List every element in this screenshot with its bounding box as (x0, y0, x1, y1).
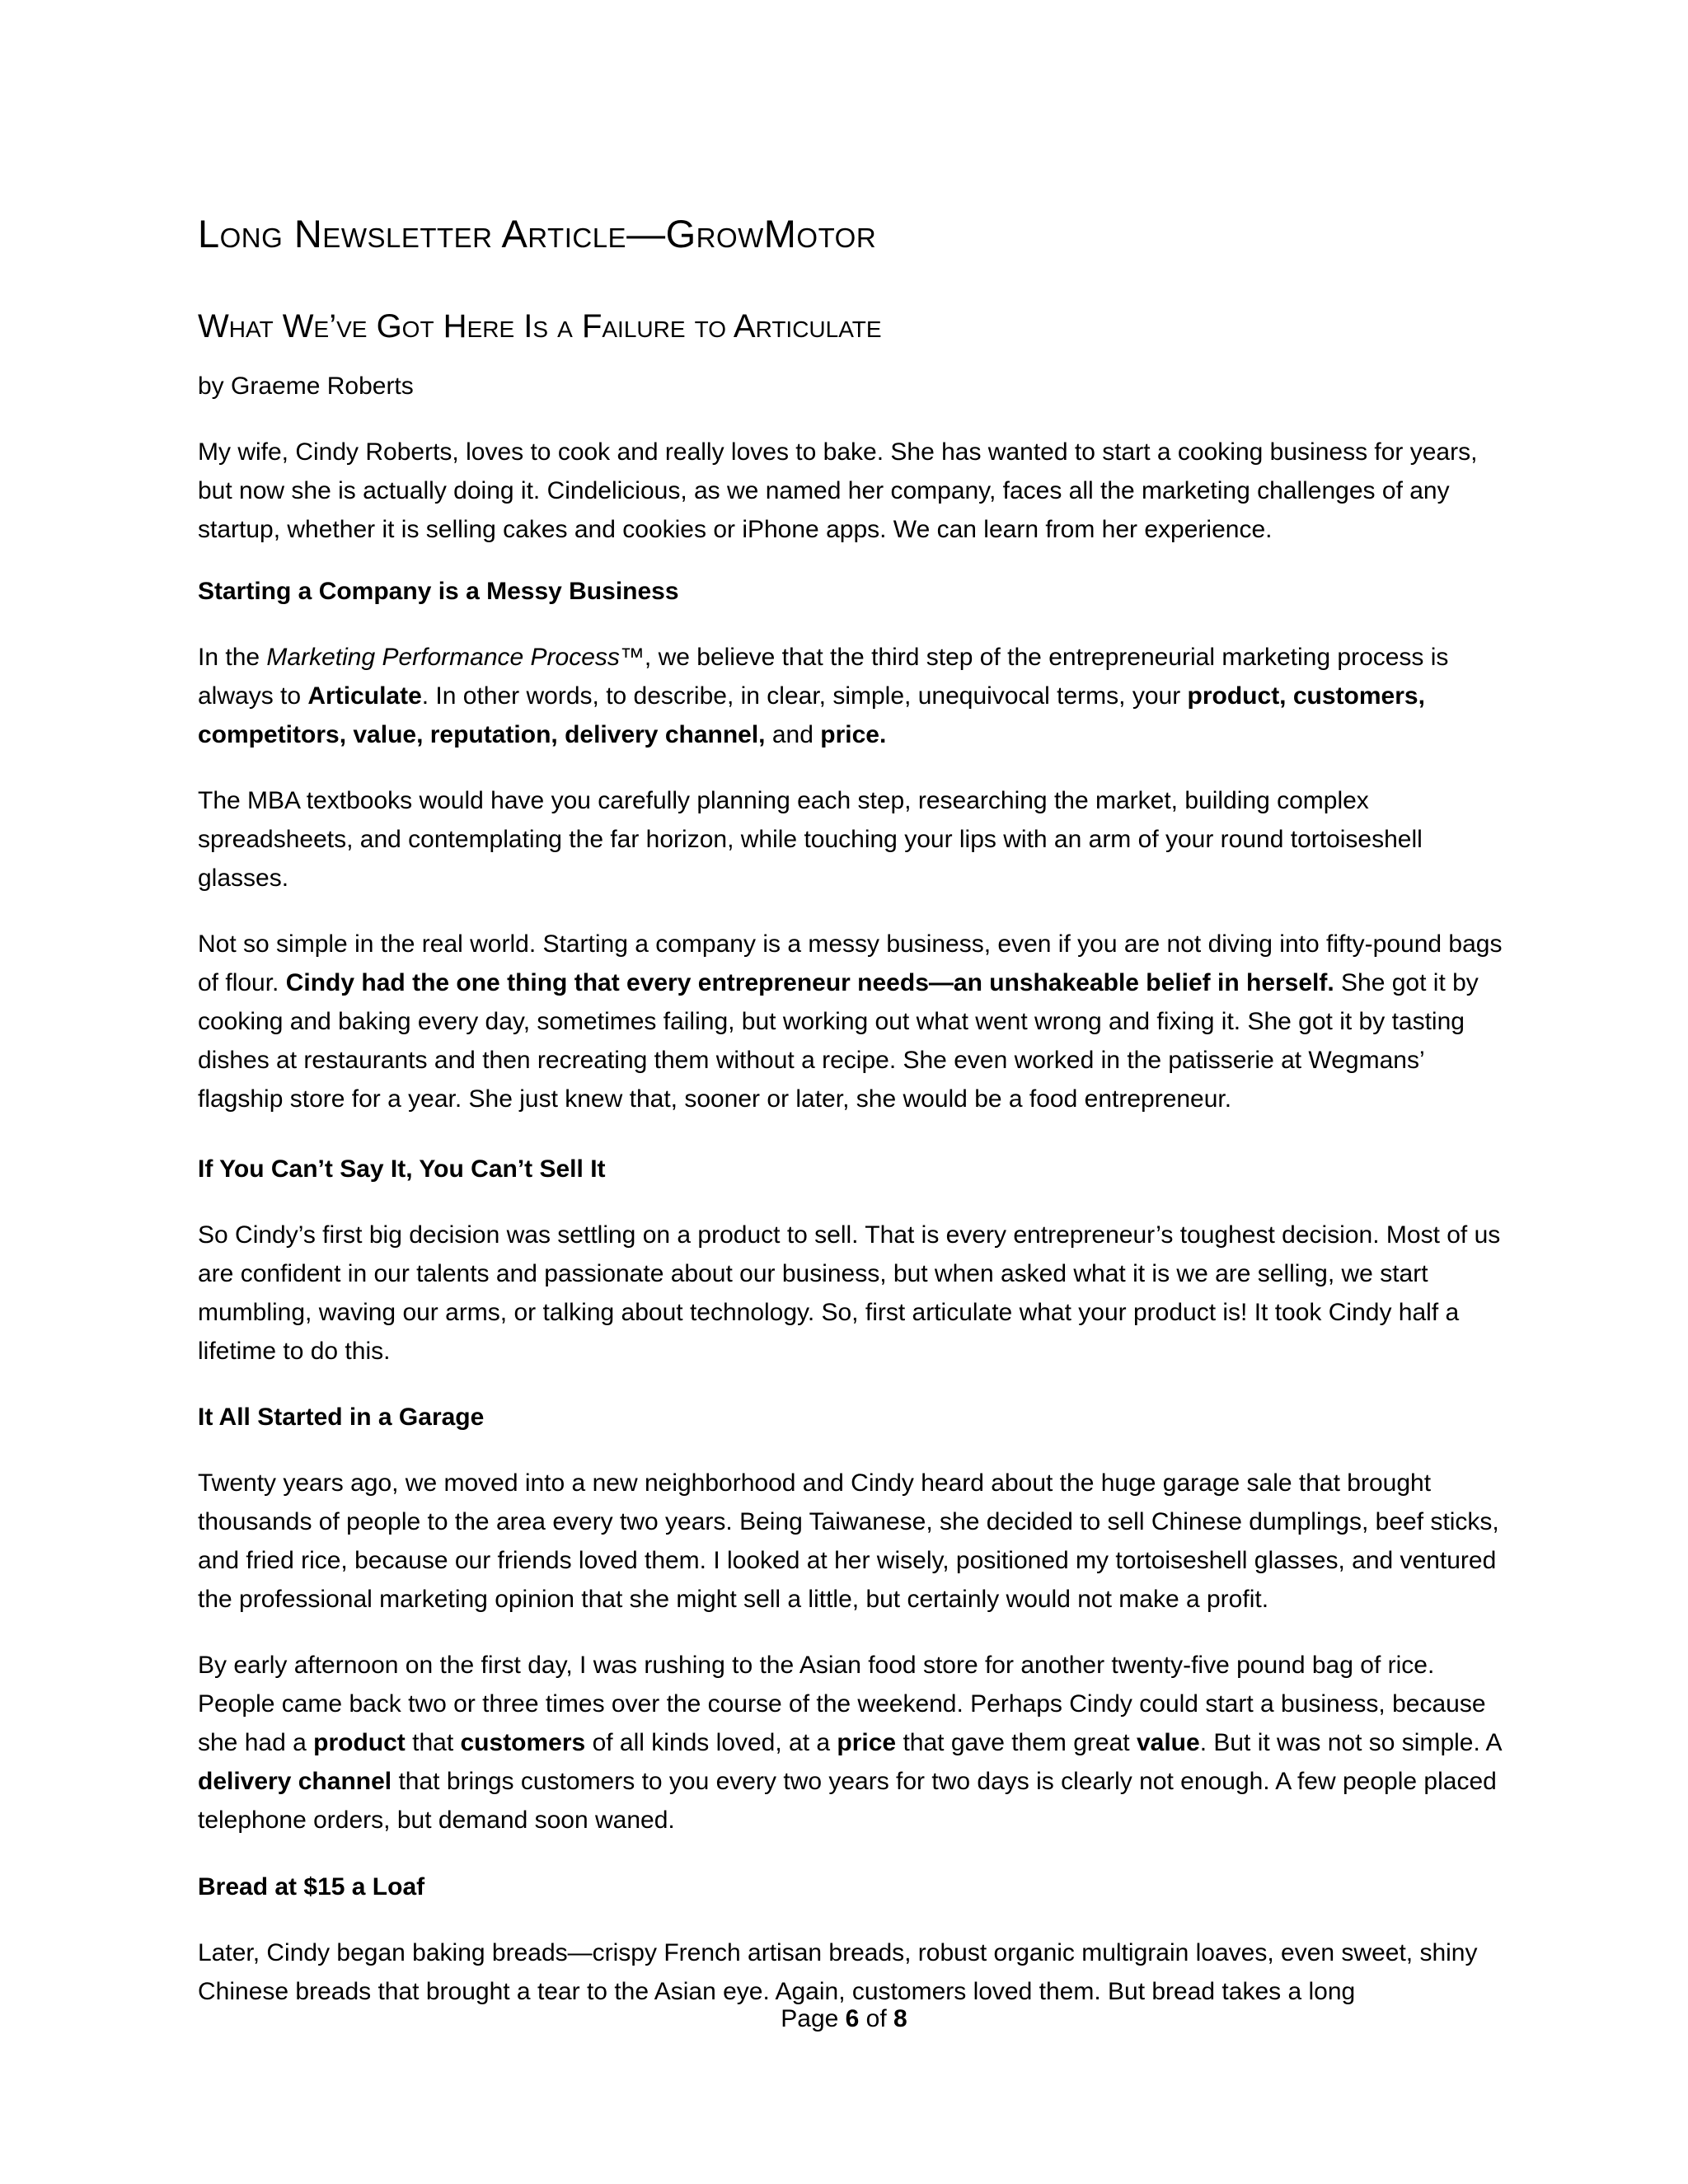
section-heading-bread: Bread at $15 a Loaf (198, 1873, 425, 1900)
page-footer: Page 6 of 8 (781, 2005, 907, 2032)
paragraph-intro: My wife, Cindy Roberts, loves to cook and really loves to bake. She has wanted to start a cooking business for years, but now she is actually doing it. Cindelicious, as we named her company, faces all the marketing challenges of any startup, whether it is selling cakes and cookies or iPhone apps. We can learn from her experience. (198, 438, 1478, 543)
paragraph-rice: By early afternoon on the first day, I was rushing to the Asian food store for another twenty-five pound bag of rice. People came back two or three times over the course of the weekend. Perhaps Cindy could start a business, because she had a product that customers of all kinds loved, at a price that gave them great value. But it was not so simple. A delivery channel that brings customers to you every two years for two days is clearly not enough. A few people placed telephone orders, but demand soon waned. (198, 1652, 1501, 1834)
paragraph-real-world: Not so simple in the real world. Starting a company is a messy business, even if you are not diving into fifty-pound bags of flour. Cindy had the one thing that every entrepreneur needs—an unshakeable belief in herself. She got it by cooking and baking every day, sometimes failing, but working out what went wrong and fixing it. She got it by tasting dishes at restaurants and then recreating them without a recipe. She even worked in the patisserie at Wegmans’ flagship store for a year. She just knew that, sooner or later, she would be a food entrepreneur. (198, 930, 1503, 1113)
article-subtitle: What We’ve Got Here Is a Failure to Articulate (198, 308, 882, 344)
article-title: Long Newsletter Article—GrowMotor (198, 212, 877, 255)
paragraph-garage-sale: Twenty years ago, we moved into a new neighborhood and Cindy heard about the huge garage sale that brought thousands of people to the area every two years. Being Taiwanese, she decided to sell Chinese dumplings, beef sticks, and fried rice, because our friends loved them. I looked at her wisely, positioned my tortoiseshell glasses, and ventured the professional marketing opinion that she might sell a little, but certainly would not make a profit. (198, 1469, 1499, 1613)
current-page-number: 6 (845, 2005, 860, 2032)
byline: by Graeme Roberts (198, 373, 414, 400)
section-heading-garage: It All Started in a Garage (198, 1404, 485, 1431)
section-heading-say-it: If You Can’t Say It, You Can’t Sell It (198, 1155, 606, 1183)
paragraph-mba: The MBA textbooks would have you carefully planning each step, researching the market, building complex spreadsheets, and contemplating the far horizon, while touching your lips with an arm of your round tortoiseshell glasses. (198, 787, 1423, 892)
paragraph-bread: Later, Cindy began baking breads—crispy French artisan breads, robust organic multigrain loaves, even sweet, shiny Chinese breads that brought a tear to the Asian eye. Again, customers loved them. But bread takes a long (198, 1939, 1478, 2005)
total-page-count: 8 (893, 2005, 907, 2032)
section-heading-messy-business: Starting a Company is a Messy Business (198, 578, 679, 605)
paragraph-first-decision: So Cindy’s first big decision was settling on a product to sell. That is every entrepreneur’s toughest decision. Most of us are confident in our talents and passionate about our business, but when asked what it is we are selling, we start mumbling, waving our arms, or talking about technology. So, first articulate what your product is! It took Cindy half a lifetime to do this. (198, 1221, 1501, 1365)
paragraph-articulate: In the Marketing Performance Process™, we believe that the third step of the entrepreneurial marketing process is always to Articulate. In other words, to describe, in clear, simple, unequivocal terms, your product, customers, competitors, value, reputation, delivery channel, and price. (198, 644, 1449, 748)
